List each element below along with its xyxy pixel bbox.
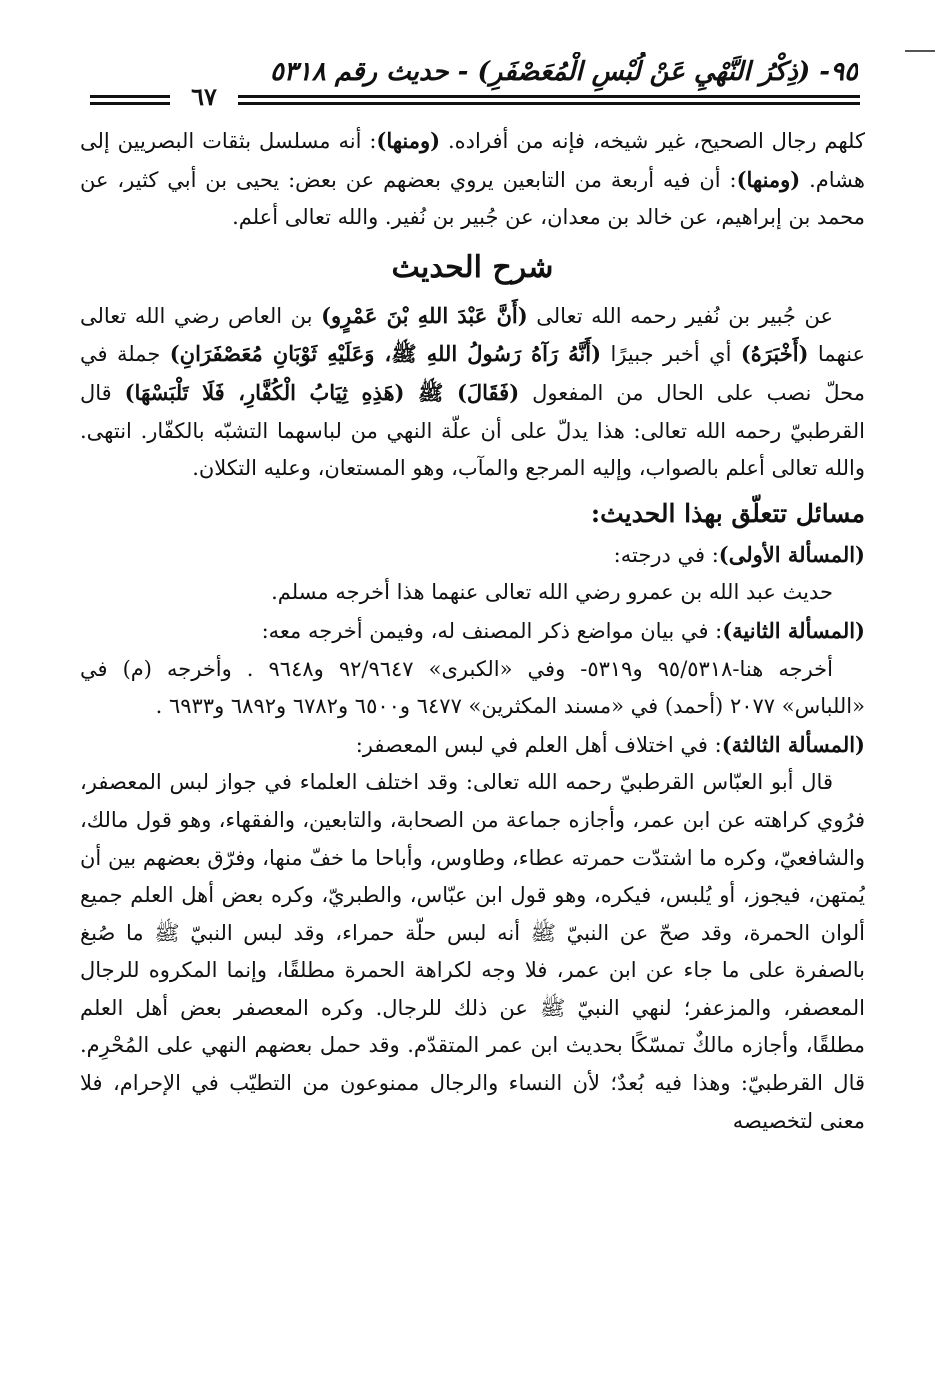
masala-1-title: (المسألة الأولى): في درجته: bbox=[613, 541, 865, 567]
header-rule-left-lower bbox=[90, 102, 170, 105]
intro-paragraph: كلهم رجال الصحيح، غير شيخه، فإنه من أفراده. (ومنها): أنه مسلسل بثقات البصريين إلى هشام. (ومنها): أن فيه أربعة من التابعين يروي بعضهم عن بعض: يحيى بن أبي كثير، عن محمد بن إبراهيم، عن خالد بن معدان، عن جُبير بن نُفير. والله تعالى أعلم. bbox=[80, 128, 865, 230]
running-head: ٩٥- (ذِكْرُ النَّهْيِ عَنْ لُبْسِ الْمُعَصْفَرِ) - حديث رقم ٥٣١٨ bbox=[269, 57, 858, 87]
header-rule-right-lower bbox=[238, 102, 860, 105]
masala-3-text: قال أبو العبّاس القرطبيّ رحمه الله تعالى: وقد اختلف العلماء في جواز لبس المعصفر، فرُوي كراهته عن ابن عمر، وأجازه جماعة من الصحابة، والتابعين، والفقهاء، وهو قول مالك، والشافعيّ، وكره ما اشتدّت حمرته عطاء، وطاوس، وأباحا ما خفّ منها، وفرّق بعضهم بين أن يُمتهن، فيجوز، أو يُلبس، فيكره، وهو قول ابن عبّاس، والطبريّ، وكره بعض أهل العلم جميع ألوان الحمرة، وقد صحّ عن النبيّ ﷺ أنه لبس حلّة حمراء، وقد لبس النبيّ ﷺ ما صُبغ بالصفرة على ما جاء عن ابن عمر، فلا وجه لكراهة الحمرة مطلقًا، وإنما المكروه للرجال المعصفر، والمزعفر؛ لنهي النبيّ ﷺ عن ذلك للرجال. وكره المعصفر بعض أهل العلم مطلقًا، وأجازه مالكٌ تمسّكًا بحديث ابن عمر المتقدّم. وقد حمل بعضهم النهي على المُحْرِم. قال القرطبيّ: وهذا فيه بُعدٌ؛ لأن النساء والرجال ممنوعون من التطيّب في الإحرام، فلا معنى لتخصيصه bbox=[80, 770, 865, 1133]
header-rule-right bbox=[238, 95, 860, 98]
masala-1-text: حديث عبد الله بن عمرو رضي الله تعالى عنهما هذا أخرجه مسلم. bbox=[271, 580, 833, 605]
masail-heading: مسائل تتعلّق بهذا الحديث: bbox=[590, 498, 865, 528]
sharh-heading: شرح الحديث bbox=[391, 249, 554, 285]
masala-3-title: (المسألة الثالثة): في اختلاف أهل العلم في لبس المعصفر: bbox=[355, 731, 865, 757]
body-text bbox=[80, 122, 865, 1302]
sharh-paragraph: عن جُبير بن نُفير رحمه الله تعالى (أَنَّ عَبْدَ اللهِ بْنَ عَمْرٍو) بن العاص رضي الله تعالى عنهما (أَخْبَرَهُ) أي أخبر جبيرًا (أَنَّهُ رَآهُ رَسُولُ اللهِ ﷺ، وَعَلَيْهِ ثَوْبَانِ مُعَصْفَرَانِ) جملة في محلّ نصب على الحال من المفعول (فَقَالَ) ﷺ (هَذِهِ ثِيَابُ الْكُفَّارِ، فَلَا تَلْبَسْهَا) قال القرطبيّ رحمه الله تعالى: هذا يدلّ على أن علّة النهي من لباسهما التشبّه بالكفّار. انتهى. والله تعالى أعلم بالصواب، وإليه المرجع والمآب، وهو المستعان، وعليه التكلان. bbox=[80, 302, 865, 481]
masala-2-text: أخرجه هنا-٩٥/٥٣١٨ و٥٣١٩- وفي «الكبرى» ٩٢/٩٦٤٧ و٩٦٤٨ . وأخرجه (م) في «اللباس» ٢٠٧٧ (أحمد) في «مسند المكثرين» ٦٤٧٧ و٦٥٠٠ و٦٧٨٢ و٦٨٩٢ و٦٩٣٣ . bbox=[80, 656, 865, 719]
header-rule-left bbox=[90, 95, 170, 98]
page-number: ٦٧ bbox=[191, 82, 217, 111]
masala-2-title: (المسألة الثانية): في بيان مواضع ذكر المصنف له، وفيمن أخرجه معه: bbox=[261, 617, 865, 643]
corner-mark bbox=[905, 50, 935, 52]
